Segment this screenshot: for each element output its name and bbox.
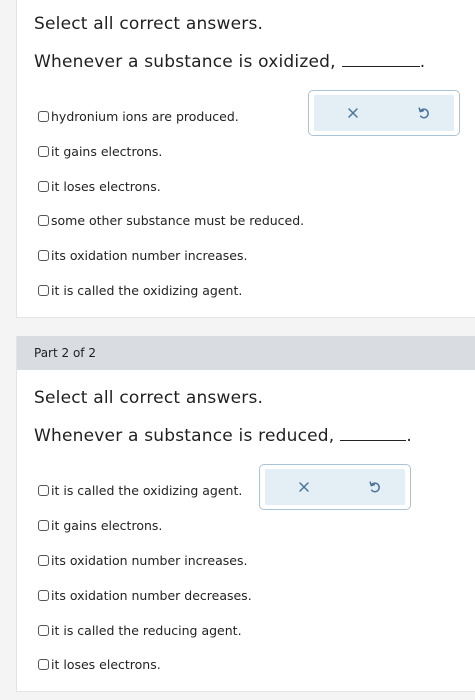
option-label: hydronium ions are produced.	[51, 109, 239, 124]
option-label: it is called the oxidizing agent.	[51, 483, 243, 498]
option-oxidizing-agent[interactable]	[38, 483, 242, 498]
question-text	[34, 52, 425, 72]
question-card-part-2	[16, 336, 475, 692]
option-label: its oxidation number decreases.	[51, 588, 252, 603]
question-suffix: .	[406, 426, 412, 446]
instruction-text: Select all correct answers.	[34, 14, 264, 34]
option-label: it gains electrons.	[51, 518, 163, 533]
clear-button[interactable]	[284, 469, 324, 505]
checkbox[interactable]	[38, 485, 49, 496]
answer-blank	[340, 426, 406, 441]
answer-toolbar	[259, 464, 411, 510]
checkbox[interactable]	[38, 181, 49, 192]
checkbox[interactable]	[38, 625, 49, 636]
answer-toolbar-inner	[265, 469, 405, 505]
checkbox[interactable]	[38, 111, 49, 122]
option-label: it is called the oxidizing agent.	[51, 283, 243, 298]
undo-button[interactable]	[404, 95, 444, 131]
clear-button[interactable]	[333, 95, 373, 131]
checkbox[interactable]	[38, 590, 49, 601]
close-icon	[298, 481, 310, 493]
question-text	[34, 426, 412, 446]
option-label: it is called the reducing agent.	[51, 623, 242, 638]
question-prefix: Whenever a substance is reduced,	[34, 426, 335, 446]
undo-icon	[368, 480, 382, 494]
close-icon	[347, 107, 359, 119]
option-gains-electrons[interactable]	[38, 518, 162, 533]
option-oxidation-number-increases[interactable]	[38, 553, 247, 568]
option-label: it loses electrons.	[51, 179, 161, 194]
undo-button[interactable]	[355, 469, 395, 505]
checkbox[interactable]	[38, 146, 49, 157]
instruction-text: Select all correct answers.	[34, 388, 264, 408]
undo-icon	[417, 106, 431, 120]
option-oxidation-number-increases[interactable]	[38, 248, 247, 263]
option-gains-electrons[interactable]	[38, 144, 162, 159]
checkbox[interactable]	[38, 555, 49, 566]
answer-blank	[342, 52, 420, 67]
option-loses-electrons[interactable]	[38, 179, 161, 194]
option-hydronium-ions[interactable]	[38, 109, 239, 124]
checkbox[interactable]	[38, 659, 49, 670]
option-label: some other substance must be reduced.	[51, 213, 305, 228]
checkbox[interactable]	[38, 520, 49, 531]
question-suffix: .	[419, 52, 426, 72]
option-label: its oxidation number increases.	[51, 553, 248, 568]
option-reducing-agent[interactable]	[38, 623, 242, 638]
option-label: its oxidation number increases.	[51, 248, 248, 263]
checkbox[interactable]	[38, 250, 49, 261]
option-label: it gains electrons.	[51, 144, 163, 159]
option-oxidizing-agent[interactable]	[38, 283, 242, 298]
part-header: Part 2 of 2	[17, 336, 475, 370]
option-oxidation-number-decreases[interactable]	[38, 588, 252, 603]
option-label: it loses electrons.	[51, 657, 161, 672]
option-other-reduced[interactable]	[38, 213, 304, 228]
checkbox[interactable]	[38, 215, 49, 226]
answer-toolbar	[308, 90, 460, 136]
option-loses-electrons[interactable]	[38, 657, 161, 672]
checkbox[interactable]	[38, 285, 49, 296]
answer-toolbar-inner	[314, 95, 454, 131]
question-prefix: Whenever a substance is oxidized,	[34, 52, 336, 72]
question-card-part-1	[16, 0, 475, 318]
